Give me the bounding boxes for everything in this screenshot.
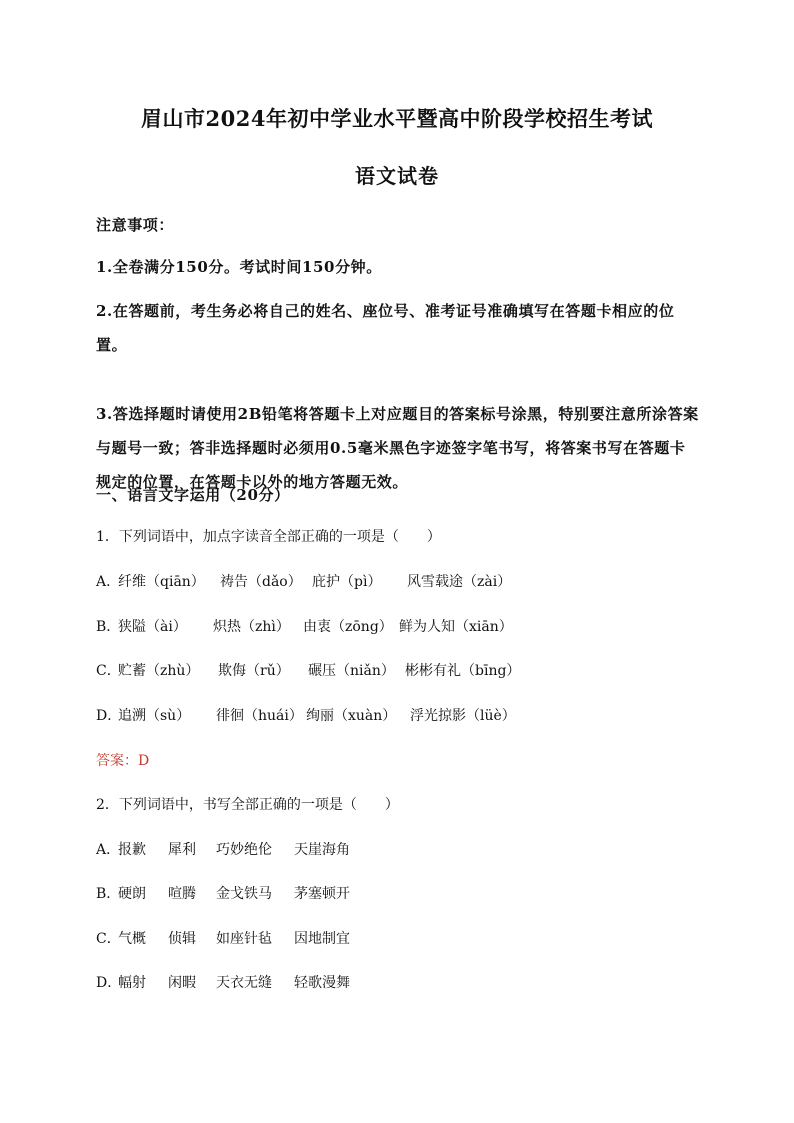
section-1-heading: 一、语言文字运用（20分） [96,486,290,504]
option-item: 贮蓄（zhù） [118,663,200,679]
question-1-stem: 1．下列词语中，加点字读音全部正确的一项是（ ） [96,529,441,545]
option-item: 喧腾 [168,886,196,902]
option-item: 狭隘（ài） [118,619,187,635]
option-item: 茅塞顿开 [294,886,350,902]
notice-item-1: 1.全卷满分150分。考试时间150分钟。 [96,258,382,276]
question-2-option-b [96,884,716,904]
option-item: 风雪载途（zài） [407,574,512,590]
exam-title: 眉山市2024年初中学业水平暨高中阶段学校招生考试 [141,106,653,131]
option-item: 庇护（pì） [312,574,382,590]
option-item: 硬朗 [118,886,146,902]
option-item: 浮光掠影（lüè） [410,708,516,724]
option-item: 闲暇 [168,975,196,991]
option-item: 绚丽（xuàn） [306,708,397,724]
option-item: 欺侮（rǔ） [218,663,290,679]
question-2-option-a [96,840,716,860]
option-item: 天崖海角 [294,842,350,858]
notice-heading: 注意事项： [96,216,175,234]
option-item: 彬彬有礼（bīng） [405,663,521,679]
question-1-option-b [96,617,716,637]
question-2-stem: 2．下列词语中，书写全部正确的一项是（ ） [96,797,399,813]
notice-item-3: 3.答选择题时请使用2B铅笔将答题卡上对应题目的答案标号涂黑，特别要注意所涂答案与题号一致；答非选择题时必须用0.5毫米黑色字迹签字笔书写，将答案书写在答题卡规定的位置，在答题卡以外的地方答题无效。 [96,405,699,491]
question-1-option-a [96,572,716,592]
question-2-option-c [96,929,716,949]
question-1-option-d [96,706,716,726]
option-item: 祷告（dǎo） [220,574,302,590]
notice-item-2: 2.在答题前，考生务必将自己的姓名、座位号、准考证号准确填写在答题卡相应的位置。 [96,302,675,354]
option-item: 天衣无缝 [216,975,272,991]
option-item: 碾压（niǎn） [308,663,395,679]
option-label: D． [96,975,122,991]
option-item: 气概 [118,931,146,947]
option-item: 如座针毡 [216,931,272,947]
option-item: 鲜为人知（xiān） [399,619,513,635]
exam-subtitle: 语文试卷 [355,164,439,188]
option-label: C． [96,663,121,679]
option-item: 幅射 [118,975,146,991]
question-2-option-d [96,973,716,993]
option-item: 因地制宜 [294,931,350,947]
option-item: 侦辑 [168,931,196,947]
option-label: A． [96,842,121,858]
option-item: 徘徊（huái） [216,708,303,724]
option-item: 轻歌漫舞 [294,975,350,991]
option-item: 由衷（zōng） [303,619,393,635]
option-item: 犀利 [168,842,196,858]
option-label: C． [96,931,121,947]
option-item: 纤维（qiān） [118,574,205,590]
option-item: 炽热（zhì） [213,619,290,635]
option-label: D． [96,708,122,724]
option-label: A． [96,574,121,590]
option-item: 追溯（sù） [118,708,191,724]
option-label: B． [96,886,121,902]
question-1-answer: 答案：D [96,753,150,769]
option-item: 报歉 [118,842,146,858]
option-item: 金戈铁马 [216,886,272,902]
option-item: 巧妙绝伦 [216,842,272,858]
question-1-option-c [96,661,716,681]
option-label: B． [96,619,121,635]
